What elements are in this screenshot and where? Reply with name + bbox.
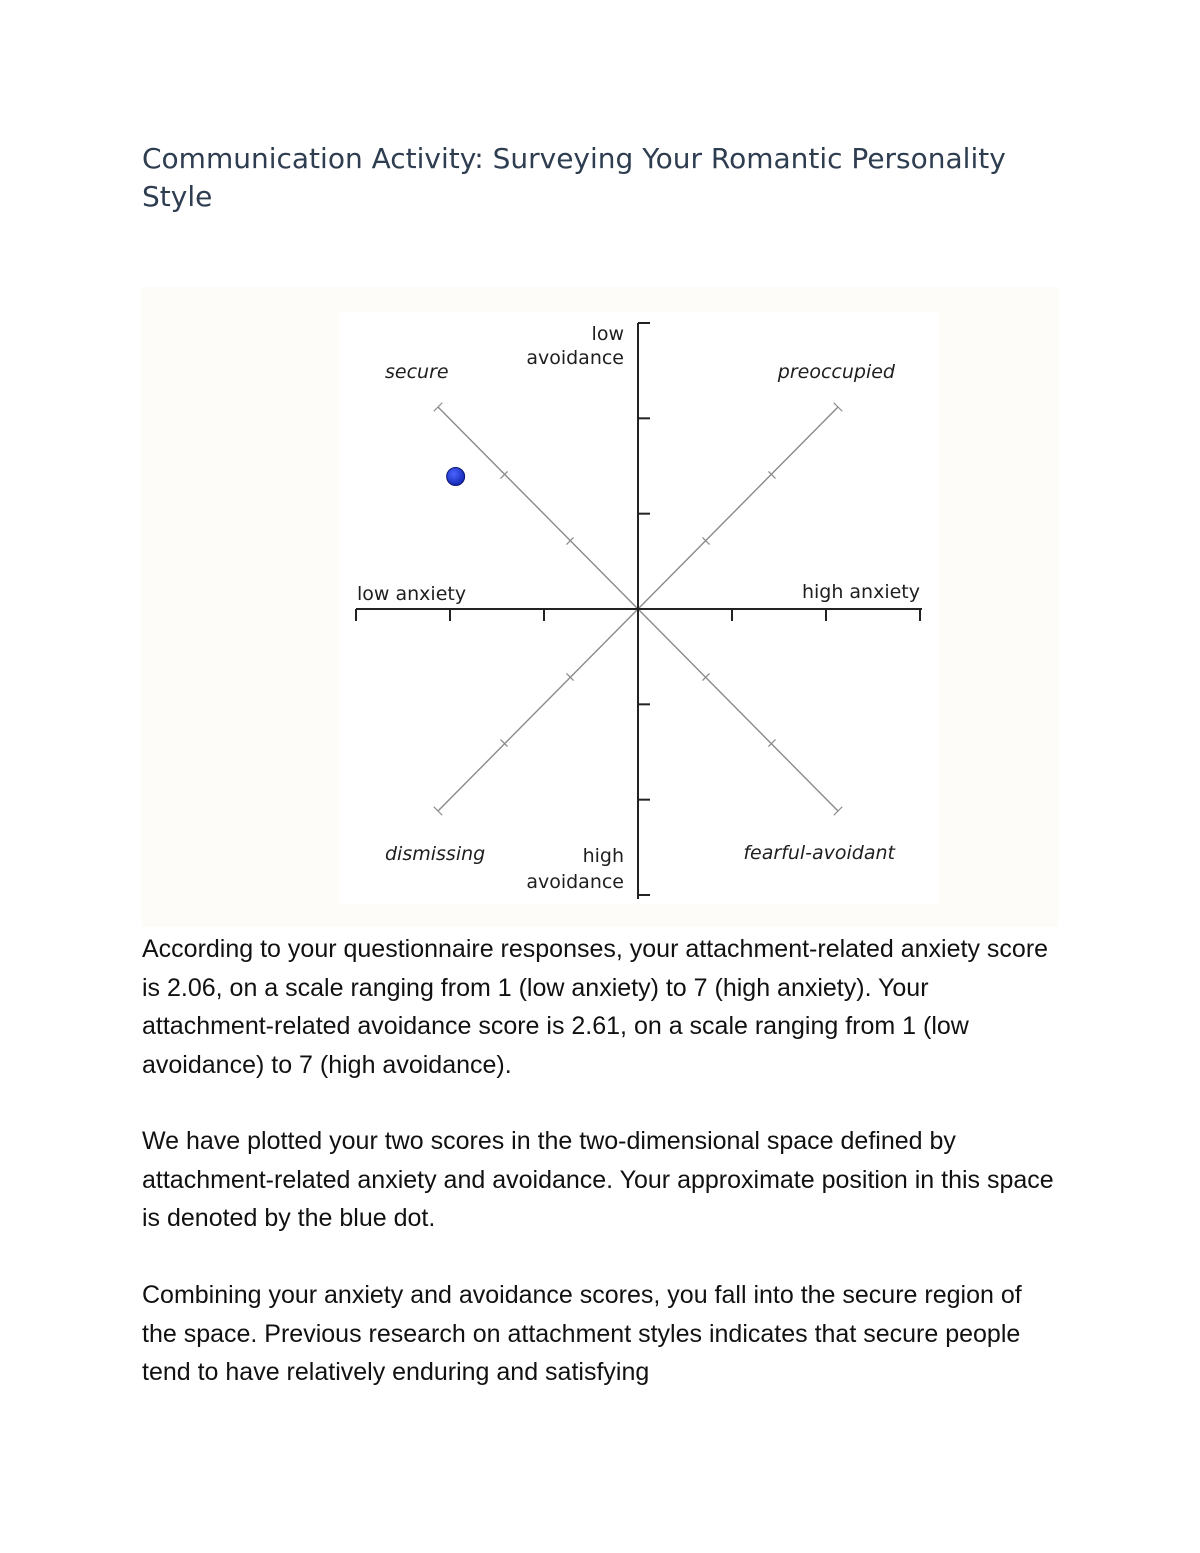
page-title: Communication Activity: Surveying Your Romantic Personality Style (142, 142, 1006, 213)
paragraph-result: Combining your anxiety and avoidance scores, you fall into the secure region of the space. Previous research on attachment styles indicates that secure people tend to have relatively enduring and satisfying (142, 1281, 1022, 1386)
diagonal-fearful-avoidant-tick-2 (768, 739, 775, 746)
diagonal-fearful-avoidant (638, 609, 838, 811)
diagonal-preoccupied-tick-2 (768, 471, 775, 478)
y-axis-high-label-line1: high (582, 845, 624, 867)
diagonal-dismissing-tick-2 (500, 739, 507, 746)
diagonal-secure (438, 407, 638, 609)
y-axis-low-label-line2: avoidance (526, 347, 624, 369)
x-axis-high-label: high anxiety (801, 581, 920, 603)
y-axis-low-label-line1: low (591, 323, 624, 345)
attachment-chart-figure (142, 287, 1058, 927)
paragraph-scores: According to your questionnaire responses, your attachment-related anxiety score is 2.06, on a scale ranging from 1 (low anxiety) to 7 (high anxiety). Your attachment-related avoidance score is 2.61, on a scale ranging from 1 (low avoidance) to 7 (high avoidance). (142, 935, 1049, 1079)
region-label-dismissing: dismissing (385, 843, 486, 865)
diagonal-preoccupied (638, 407, 838, 609)
region-label-secure: secure (385, 361, 449, 383)
region-label-fearful-avoidant: fearful-avoidant (743, 842, 895, 864)
x-axis-low-label: low anxiety (357, 583, 467, 605)
diagonal-secure-tick-2 (500, 471, 507, 478)
y-axis-high-label-line2: avoidance (526, 871, 624, 893)
diagonal-dismissing (438, 609, 638, 811)
user-position-dot (447, 467, 465, 485)
region-label-preoccupied: preoccupied (777, 361, 895, 383)
attachment-chart (142, 287, 1058, 927)
paragraph-plot-explanation: We have plotted your two scores in the two-dimensional space defined by attachment-related anxiety and avoidance. Your approximate position in this space is denoted by the blue dot. (142, 1127, 1054, 1232)
